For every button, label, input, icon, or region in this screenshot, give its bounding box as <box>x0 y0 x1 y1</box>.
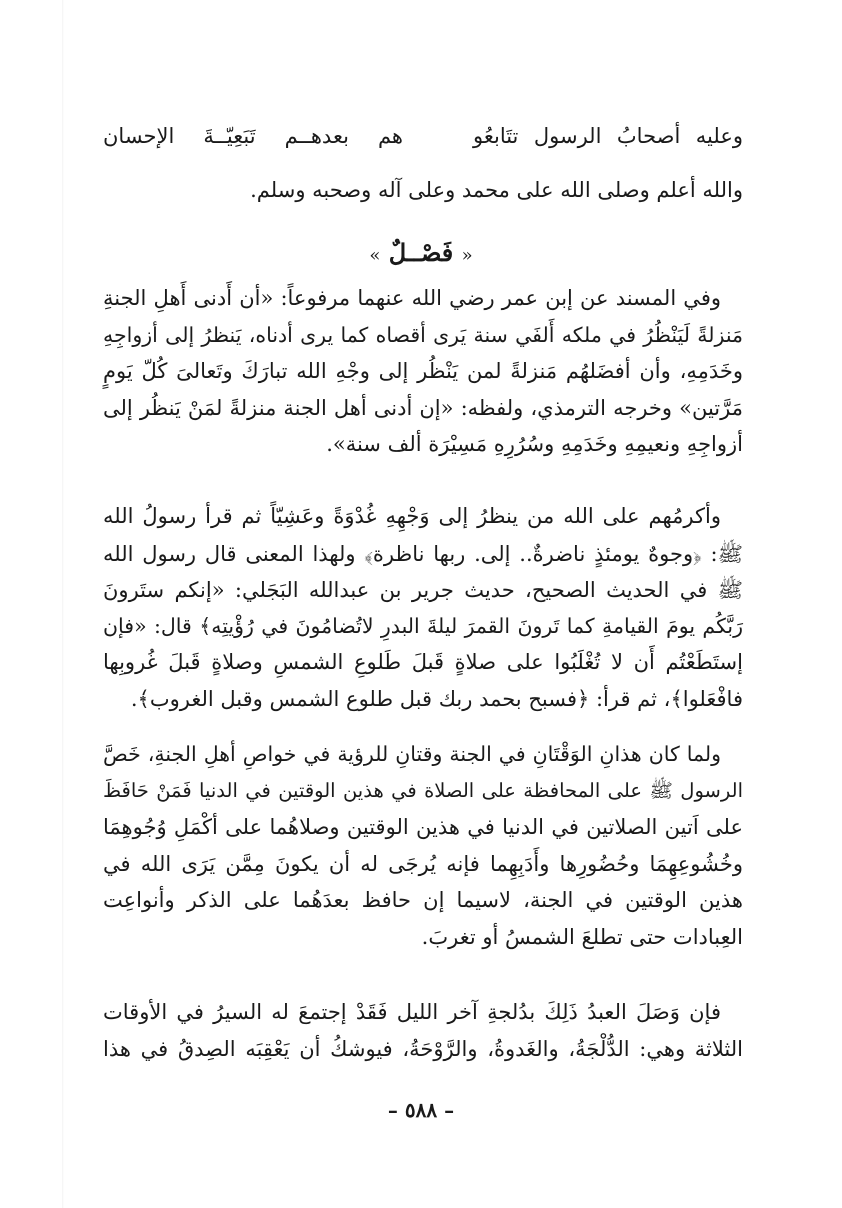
text-line: فافْعَلوا﴾، ثم قرأ: ﴿فسبح بحمد ربك قبل طلوع الشمس وقبل الغروب﴾. <box>130 686 743 711</box>
text-line: هذين الوقتين في الجنة، لاسيما إن حافظ بعدَهُما على الذكر وأنواعِت <box>103 888 743 912</box>
text-line: الثلاثة وهي: الدُّلْجَةُ، والغَدوةُ، والرَّوْحَةُ، فيوشكُ أن يَعْقِبَه الصِدقُ في هذا <box>103 1036 743 1061</box>
text-line: وأكرمُهم على الله من ينظرُ إلى وَجْهِهِ غُدْوَةً وعَشِيّاً ثم قرأ رسولُ الله <box>103 504 721 528</box>
text-line: وخُشُوعِهِمَا وحُضُورِها وأَدَبِهِما فإنه يُرجَى له أن يكونَ مِمَّن يَرَى الله في <box>103 851 743 876</box>
heading-open-bracket: « <box>461 245 473 266</box>
page-number: – ٥٨٨ – <box>387 1098 455 1122</box>
heading-title: فَصْــلٌ <box>388 238 454 267</box>
text-line: على اَتين الصلاتين في الدنيا في هذين الوقتين وصلاهُما على أكْمَلِ وُجُوهِمَا <box>103 815 743 839</box>
text-line: مَرَّتين» وخرجه الترمذي، ولفظه: «إن أدنى أهل الجنة منزلةً لمَنْ يَنظُر إلى <box>103 395 743 420</box>
text-line: رَبَّكُم يومَ القيامةِ كما تَرونَ القمرَ ليلةَ البدرِ لاتُضامُونَ في رُؤْيتِه﴾ قال: «فإن <box>103 613 743 638</box>
paragraph-1 <box>103 286 743 469</box>
text-line: وخَدَمِهِ، وأن أفضَلهُم مَنزلةً لمن يَنْظُر إلى وجْهِ الله تبارَكَ وتَعالىَ كُلّ يَومٍ <box>103 359 743 383</box>
poem-verse <box>103 124 743 160</box>
closing-supplication: والله أعلم وصلى الله على محمد وعلى آله وصحبه وسلم. <box>250 178 743 202</box>
text-line: أزواجِهِ ونعيمِهِ وخَدَمِهِ وسُرُرِهِ مَسِيْرَة ألف سنة». <box>326 432 743 456</box>
text-line: مَنزلةً لَيَنْظُرُ في ملكه أَلفَي سنة يَرى أقصاه كما يرى أدناه، يَنظرُ إلى أزواجِهِ <box>103 322 743 347</box>
text-line: ﷺ: ﴿وجوهٌ يومئذٍ ناضرةٌ.. إلى. ربها ناظرة﴾ ولهذا المعنى قال رسول الله <box>103 541 743 566</box>
text-line: ولما كان هذانِ الوَقْتَانِ في الجنة وقتانِ للرؤية في خواصِ أهلِ الجنةِ، خَصَّ <box>103 742 721 766</box>
paragraph-4 <box>103 1000 743 1073</box>
section-heading <box>0 238 842 267</box>
heading-close-bracket: » <box>369 245 381 266</box>
page-edge <box>62 0 64 1208</box>
text-line: العِبادات حتى تطلعَ الشمسُ أو تغربَ. <box>421 924 743 949</box>
text-line: فإن وَصَلَ العبدُ ذَلِكَ بدُلجةِ آخر الليل فَقَدْ إجتمعَ له السيرُ في الأوقات <box>103 1000 721 1024</box>
verse-left-hemistich: هم بعدهــم تَبَعِيّــةَ الإحسان <box>103 124 403 148</box>
paragraph-3 <box>103 742 743 961</box>
text-line: ﷺ في الحديث الصحيح، حديث جرير بن عبدالله البَجَلي: «إنكم ستَرونَ <box>103 578 743 602</box>
text-line: الرسول ﷺ على المحافظة على الصلاة في هذين الوقتين في الدنيا فَمَنْ حَافَظَ <box>103 778 743 802</box>
verse-right-hemistich: وعليه أصحابُ الرسول تتَابعُو <box>473 124 743 148</box>
paragraph-2 <box>103 504 743 723</box>
text-line: إستَطَعْتُم أَن لا تُغْلَبُوا على صلاةٍ قَبلَ طَلوعِ الشمسِ وصلاةٍ قَبلَ غُروبِها <box>103 650 743 674</box>
text-line: وفي المسند عن إبن عمر رضي الله عنهما مرفوعاً: «أن أَدنى أَهلِ الجنةِ <box>103 286 721 310</box>
